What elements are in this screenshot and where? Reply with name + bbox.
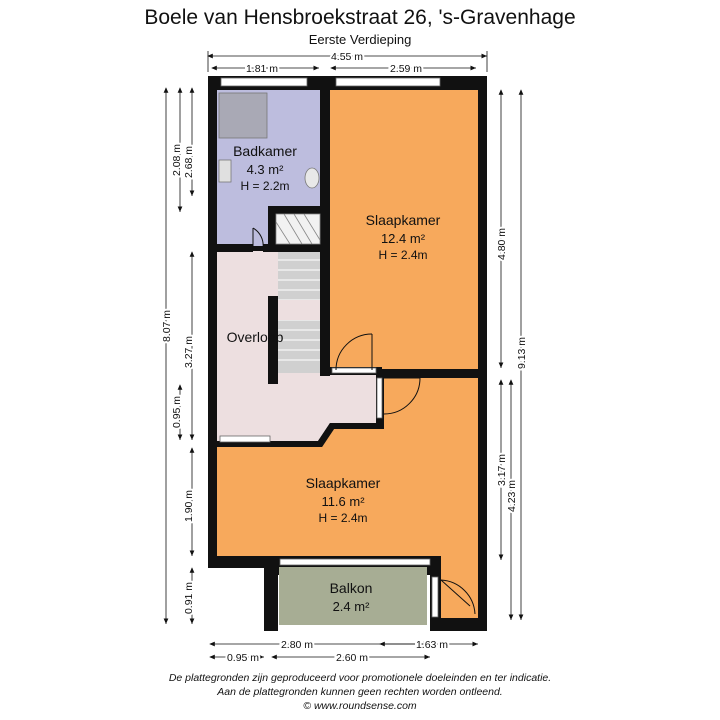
dim-left-outer: 8.07 m xyxy=(161,309,173,343)
dim-bottom-2-60: 2.60 m xyxy=(335,652,369,664)
disclaimer-line-1: De plattegronden zijn geproduceerd voor promotionele doeleinden en ter indicatie. xyxy=(168,672,552,684)
slaapkamer-top-name: Slaapkamer xyxy=(365,212,441,228)
dim-top-left: 1.81 m xyxy=(245,63,279,75)
dim-bottom-0-95: 0.95 m xyxy=(226,652,260,664)
dim-left-0-95: 0.95 m xyxy=(171,395,183,429)
dim-bottom-2-80: 2.80 m xyxy=(280,639,314,651)
balkon-floor xyxy=(279,567,427,625)
slaapkamer-top-area: 12.4 m² xyxy=(380,231,426,246)
toilet-icon xyxy=(305,168,319,188)
dim-top-right: 2.59 m xyxy=(389,63,423,75)
floor-label: Eerste Verdieping xyxy=(308,32,412,47)
slaapkamer-bottom-height: H = 2.4m xyxy=(318,511,368,525)
dim-left-1-90: 1.90 m xyxy=(183,489,195,523)
dim-left-3-27: 3.27 m xyxy=(183,335,195,369)
balkon-name: Balkon xyxy=(329,580,373,596)
dim-bottom-1-63: 1.63 m xyxy=(415,639,449,651)
page-title: Boele van Hensbroekstraat 26, 's-Gravenhage xyxy=(144,6,576,29)
slaapkamer-bottom-name: Slaapkamer xyxy=(305,475,381,491)
dim-left-0-91: 0.91 m xyxy=(183,581,195,615)
slaapkamer-bottom-area: 11.6 m² xyxy=(321,494,365,509)
disclaimer-line-2: Aan de plattegronden kunnen geen rechten worden ontleend. xyxy=(217,686,503,698)
sink-icon xyxy=(219,160,231,182)
wall-bed-divider xyxy=(382,369,487,378)
wall-cupboard-top xyxy=(268,206,320,214)
badkamer-name: Badkamer xyxy=(233,143,297,159)
slaapkamer-top-height: H = 2.4m xyxy=(378,248,428,262)
dim-left-2-08: 2.08 m xyxy=(171,143,183,177)
wall-bath-bed xyxy=(320,86,330,376)
stair-landing xyxy=(278,300,320,320)
copyright-icon: © xyxy=(303,700,312,712)
shower-icon xyxy=(219,93,267,138)
wall-bath-bottom xyxy=(217,244,253,252)
dim-right-3-17: 3.17 m xyxy=(496,453,508,487)
balkon-area: 2.4 m² xyxy=(332,599,370,614)
website-line xyxy=(0,700,720,712)
dim-top-total: 4.55 m xyxy=(330,51,364,63)
slaapkamer-top-floor xyxy=(330,90,478,369)
badkamer-height: H = 2.2m xyxy=(240,179,290,193)
badkamer-area: 4.3 m² xyxy=(246,162,284,177)
cupboard-hatch xyxy=(276,214,320,244)
overloop-name: Overloop xyxy=(226,329,284,345)
website-link[interactable]: www.roundsense.com xyxy=(313,700,417,712)
dim-right-9-13: 9.13 m xyxy=(516,336,528,370)
dim-left-2-68: 2.68 m xyxy=(183,145,195,179)
dim-right-4-23: 4.23 m xyxy=(506,479,518,513)
dim-right-4-80: 4.80 m xyxy=(496,227,508,261)
